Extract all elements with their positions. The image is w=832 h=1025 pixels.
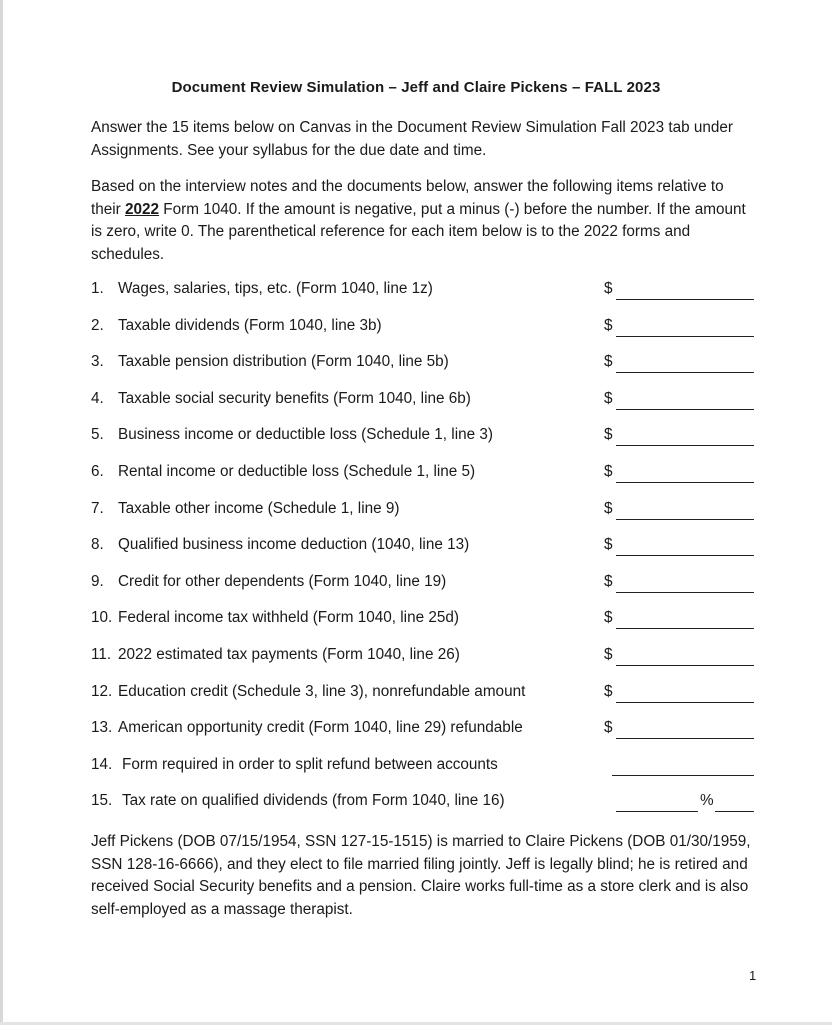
question-item-13 — [91, 719, 761, 756]
question-item-11 — [91, 646, 761, 683]
question-number: 2. — [91, 316, 104, 334]
question-item-7 — [91, 500, 761, 537]
answer-field-7[interactable] — [604, 500, 754, 520]
question-label — [91, 426, 493, 444]
question-number: 3. — [91, 353, 104, 371]
question-label — [91, 463, 475, 481]
question-text: Taxable pension distribution (Form 1040, line 5b) — [118, 353, 449, 371]
question-label — [91, 280, 433, 298]
answer-line — [616, 336, 754, 337]
dollar-sign: $ — [604, 609, 613, 627]
answer-line — [616, 445, 754, 446]
percent-sign: % — [700, 792, 714, 810]
dollar-sign: $ — [604, 389, 613, 407]
tax-year: 2022 — [125, 200, 160, 218]
question-item-4 — [91, 390, 761, 427]
answer-line — [612, 775, 754, 776]
question-label — [91, 317, 382, 335]
question-text: Rental income or deductible loss (Schedule 1, line 5) — [118, 462, 476, 480]
question-text: Tax rate on qualified dividends (from Form 1040, line 16) — [122, 792, 505, 810]
dollar-sign: $ — [604, 316, 613, 334]
intro-paragraph: Answer the 15 items below on Canvas in the Document Review Simulation Fall 2023 tab under Assignments. See your syllabus for the due date and time. — [91, 119, 733, 159]
question-text: 2022 estimated tax payments (Form 1040, line 26) — [118, 645, 460, 663]
question-item-8 — [91, 536, 761, 573]
question-label — [91, 573, 446, 591]
question-label — [91, 353, 449, 371]
question-item-10 — [91, 609, 761, 646]
question-number: 7. — [91, 499, 104, 517]
answer-line — [616, 628, 754, 629]
question-label — [91, 646, 460, 664]
dollar-sign: $ — [604, 499, 613, 517]
question-item-14 — [91, 756, 761, 793]
question-text: Qualified business income deduction (1040, line 13) — [118, 536, 470, 554]
answer-field-14[interactable] — [604, 756, 754, 776]
question-item-15 — [91, 792, 761, 829]
question-label — [91, 609, 459, 627]
question-number: 6. — [91, 462, 104, 480]
question-item-2 — [91, 317, 761, 354]
answer-line — [616, 299, 754, 300]
question-number: 12. — [91, 682, 113, 700]
dollar-sign: $ — [604, 719, 613, 737]
question-item-3 — [91, 353, 761, 390]
question-label — [91, 536, 469, 554]
instructions-text-before: Based on the interview notes and the documents below, answer the following items relative to their — [91, 178, 724, 218]
question-number: 8. — [91, 536, 104, 554]
question-number: 4. — [91, 389, 104, 407]
taxpayer-narrative: Jeff Pickens (DOB 07/15/1954, SSN 127-15-1515) is married to Claire Pickens (DOB 01/30/1959, SSN 128-16-6666), and they elect to file married filing jointly. Jeff is legally blind; he is retired and received Social Security benefits and a pension. Claire works full-time as a store clerk and is also self-employed as a massage therapist. — [91, 833, 751, 918]
answer-line — [616, 372, 754, 373]
answer-line — [616, 702, 754, 703]
question-number: 14. — [91, 755, 113, 773]
answer-field-13[interactable] — [604, 719, 754, 739]
question-text: Taxable social security benefits (Form 1040, line 6b) — [118, 389, 471, 407]
question-number: 1. — [91, 280, 104, 297]
question-label — [91, 500, 399, 518]
answer-field-8[interactable] — [604, 536, 754, 556]
answer-field-5[interactable] — [604, 426, 754, 446]
question-item-9 — [91, 573, 761, 610]
question-text: Credit for other dependents (Form 1040, line 19) — [118, 572, 447, 590]
dollar-sign: $ — [604, 536, 613, 554]
dollar-sign: $ — [604, 572, 613, 590]
question-label — [91, 792, 505, 810]
page-number: 1 — [749, 968, 757, 983]
question-label — [91, 756, 498, 774]
question-text: Education credit (Schedule 3, line 3), nonrefundable amount — [118, 682, 526, 700]
answer-field-6[interactable] — [604, 463, 754, 483]
dollar-sign: $ — [604, 353, 613, 371]
dollar-sign: $ — [604, 280, 613, 297]
question-number: 13. — [91, 719, 113, 737]
answer-field-15[interactable] — [604, 792, 754, 812]
question-text: Wages, salaries, tips, etc. (Form 1040, line 1z) — [118, 280, 433, 297]
question-text: Business income or deductible loss (Schedule 1, line 3) — [118, 426, 493, 444]
answer-line — [616, 665, 754, 666]
question-text: Federal income tax withheld (Form 1040, line 25d) — [118, 609, 459, 627]
question-label — [91, 683, 525, 701]
question-number: 10. — [91, 609, 113, 627]
dollar-sign: $ — [604, 462, 613, 480]
dollar-sign: $ — [604, 645, 613, 663]
answer-field-4[interactable] — [604, 390, 754, 410]
dollar-sign: $ — [604, 426, 613, 444]
answer-field-2[interactable] — [604, 317, 754, 337]
question-number: 9. — [91, 572, 104, 590]
question-item-5 — [91, 426, 761, 463]
question-number: 15. — [91, 792, 113, 810]
instructions-text-after: Form 1040. If the amount is negative, put a minus (-) before the number. If the amount is zero, write 0. The parenthetical reference for each item below is to the 2022 forms and schedules. — [91, 200, 746, 263]
dollar-sign: $ — [604, 682, 613, 700]
answer-field-11[interactable] — [604, 646, 754, 666]
answer-field-12[interactable] — [604, 683, 754, 703]
answer-line — [616, 519, 754, 520]
question-number: 5. — [91, 426, 104, 444]
answer-line — [616, 555, 754, 556]
question-number: 11. — [91, 645, 112, 663]
question-label — [91, 719, 523, 737]
answer-line — [616, 592, 754, 593]
answer-line — [616, 811, 698, 812]
question-item-12 — [91, 683, 761, 720]
question-text: Taxable other income (Schedule 1, line 9) — [118, 499, 400, 517]
answer-field-9[interactable] — [604, 573, 754, 593]
question-item-1 — [91, 280, 761, 317]
question-text: American opportunity credit (Form 1040, line 29) refundable — [118, 719, 523, 737]
question-item-6 — [91, 463, 761, 500]
answer-field-1[interactable] — [604, 280, 754, 300]
answer-line — [616, 409, 754, 410]
answer-line — [616, 482, 754, 483]
answer-field-10[interactable] — [604, 609, 754, 629]
question-label — [91, 390, 471, 408]
scan-edge-left — [0, 0, 3, 1025]
answer-field-3[interactable] — [604, 353, 754, 373]
question-list — [91, 280, 761, 829]
answer-line — [616, 738, 754, 739]
question-text: Taxable dividends (Form 1040, line 3b) — [118, 316, 382, 334]
page-title: Document Review Simulation – Jeff and Claire Pickens – FALL 2023 — [171, 79, 661, 96]
question-text: Form required in order to split refund between accounts — [122, 755, 498, 773]
answer-line-tail — [715, 811, 754, 812]
instructions-paragraph — [91, 176, 756, 266]
